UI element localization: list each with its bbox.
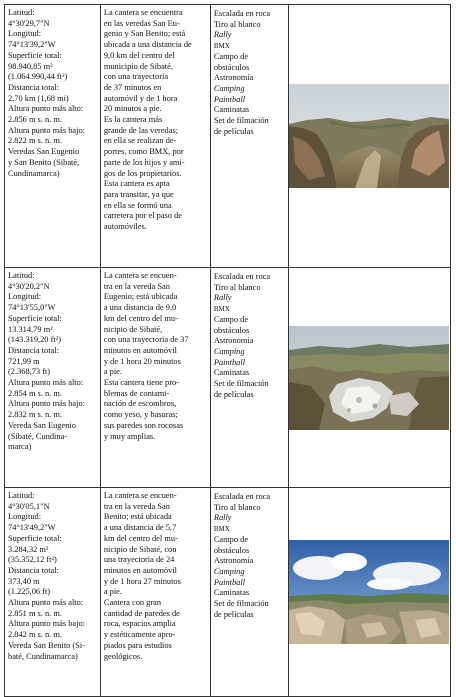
text-line: (143.319,20 ft²): [8, 335, 61, 345]
activity-item: BMX: [213, 42, 230, 51]
text-line: 2.842 m s. n. m.: [8, 630, 62, 640]
description-cell: [100, 268, 210, 488]
text-line: con una trayectoria de 37: [103, 335, 189, 345]
text-line: cantidad de paredes de: [103, 608, 180, 618]
activity-item: Astronomía: [213, 556, 254, 566]
text-line: geológicos.: [103, 651, 143, 661]
quarry-debris-photo: [289, 326, 449, 430]
text-line: 4°30'20,2"N: [8, 281, 50, 291]
text-line: Esta cantera es apta: [103, 179, 170, 189]
text-line: Esta cantera tiene pro-: [103, 378, 179, 388]
text-line: (2.368,73 ft): [8, 367, 51, 377]
text-line: municipio de Sibaté,: [103, 61, 173, 71]
quarry-rocks-photo: [289, 540, 449, 644]
text-line: a una distancia de 5,7: [103, 523, 177, 533]
text-line: 4°30'29,7"N: [8, 18, 50, 28]
text-line: de 37 minutos en: [103, 82, 162, 92]
location-cell: [5, 268, 101, 488]
activities-cell: [210, 268, 288, 488]
text-line: Distancia total:: [8, 565, 59, 575]
activity-item: Rally: [213, 293, 232, 303]
activity-item: BMX: [213, 305, 230, 314]
text-line: 74°13'39,2"W: [8, 40, 56, 50]
activity-item: Escalada en roca: [213, 492, 271, 501]
text-line: para transitar, ya que: [103, 189, 174, 199]
text-line: baté, Cundinamarca): [8, 651, 78, 661]
text-line: con una trayectoria: [103, 72, 169, 82]
text-line: carretera por el paso de: [103, 211, 182, 221]
text-line: automóviles.: [103, 222, 147, 232]
text-line: minutos en automóvil: [103, 565, 177, 575]
text-line: 2,70 km (1,68 mi): [8, 93, 69, 103]
activity-item: Paintball: [213, 357, 246, 367]
text-line: 2.832 m s. n. m.: [8, 410, 62, 420]
text-line: La cantera se encuen-: [103, 271, 177, 280]
text-line: Longitud:: [8, 292, 42, 302]
text-line: Vereda San Eugenio: [8, 420, 76, 430]
text-line: Vereda San Benito (Si-: [8, 640, 85, 650]
text-line: como yeso, y basuras;: [103, 410, 178, 420]
text-line: Altura punto más alto:: [8, 104, 84, 114]
activity-item: Escalada en roca: [213, 272, 271, 281]
text-line: genio y San Benito; está: [103, 29, 186, 39]
photo-cell: [288, 5, 450, 268]
text-line: y estéticamente apro-: [103, 630, 176, 640]
text-line: La cantera se encuentra: [103, 8, 183, 17]
text-line: km del centro del mu-: [103, 313, 178, 323]
activity-item: Tiro al blanco: [213, 19, 261, 29]
text-line: 2.854 m s. n. m.: [8, 388, 62, 398]
activity-item: Campo de: [213, 534, 249, 544]
description-cell: [100, 5, 210, 268]
text-line: marca): [8, 442, 32, 452]
activity-item: Rally: [213, 513, 232, 523]
activity-item: Escalada en roca: [213, 9, 271, 18]
location-cell: [5, 5, 101, 268]
text-line: Altura punto más bajo:: [8, 619, 85, 629]
activity-item: Astronomía: [213, 336, 254, 346]
activity-item: BMX: [213, 525, 230, 534]
text-line: y San Benito (Sibaté,: [8, 157, 80, 167]
text-line: 74°13'49,2"W: [8, 523, 56, 533]
activity-item: Set de filmación: [213, 116, 269, 126]
text-line: blemas de contami-: [103, 388, 170, 398]
text-line: a una distancia de 9,0: [103, 303, 177, 313]
text-line: tra en la vereda San: [103, 501, 170, 511]
activity-item: Paintball: [213, 94, 246, 104]
text-line: en ella se realizan de-: [103, 136, 177, 146]
text-line: Cundinamarca): [8, 168, 60, 178]
text-line: Longitud:: [8, 29, 42, 39]
quarry-table-page: [4, 4, 451, 687]
activity-item: Tiro al blanco: [213, 502, 261, 512]
text-line: (Sibaté, Cundina-: [8, 431, 68, 441]
activities-cell: [210, 5, 288, 268]
location-cell: [5, 488, 101, 697]
text-line: 2.856 m s. n. m.: [8, 115, 62, 125]
text-line: Latitud:: [8, 8, 35, 17]
activity-item: Caminatas: [213, 588, 250, 598]
activity-item: obstáculos: [213, 545, 250, 555]
text-line: 373,40 m: [8, 576, 40, 586]
text-line: Benito; está ubicada: [103, 512, 172, 522]
text-line: en ella se formó una: [103, 200, 172, 210]
photo-cell: [288, 268, 450, 488]
activity-item: de películas: [213, 609, 254, 619]
activity-item: Caminatas: [213, 368, 250, 378]
text-line: minutos en automóvil: [103, 345, 177, 355]
text-line: La cantera se encuen-: [103, 491, 177, 500]
quarry-table: [4, 4, 451, 697]
text-line: a pie.: [103, 367, 122, 377]
table-row: [5, 488, 451, 697]
text-line: Eugenio; está ubicada: [103, 292, 178, 302]
text-line: portes, como BMX, por: [103, 147, 184, 157]
activity-item: Tiro al blanco: [213, 282, 261, 292]
text-line: 2.851 m s. n. m.: [8, 608, 62, 618]
text-line: nicipio de Sibaté,: [103, 324, 163, 334]
text-line: nación de escombros,: [103, 399, 177, 409]
activity-item: Campo de: [213, 51, 249, 61]
text-line: parte de los hijos y ami-: [103, 157, 185, 167]
text-line: ubicada a una distancia de: [103, 40, 192, 50]
text-line: Distancia total:: [8, 82, 59, 92]
activity-item: Camping: [213, 346, 245, 356]
text-line: Altura punto más alto:: [8, 598, 84, 608]
text-line: km del centro del mu-: [103, 533, 178, 543]
text-line: Latitud:: [8, 491, 35, 500]
activity-item: de películas: [213, 126, 254, 136]
text-line: y muy amplias.: [103, 431, 156, 441]
text-line: 74°13'55,0"W: [8, 303, 56, 313]
text-line: a pie.: [103, 587, 122, 597]
text-line: roca, espacios amplia: [103, 619, 176, 629]
text-line: Cantera con gran: [103, 598, 162, 608]
text-line: 20 minutos a pie.: [103, 104, 162, 114]
text-line: y de 1 hora 27 minutos: [103, 576, 181, 586]
description-cell: [100, 488, 210, 697]
quarry-canyon-photo: [289, 84, 449, 188]
text-line: Altura punto más bajo:: [8, 125, 85, 135]
text-line: nicipio de Sibaté, con: [103, 544, 177, 554]
text-line: 9,0 km del centro del: [103, 50, 175, 60]
activity-item: obstáculos: [213, 325, 250, 335]
activity-item: Set de filmación: [213, 599, 269, 609]
text-line: 13.314,79 m²: [8, 324, 53, 334]
table-row: [5, 5, 451, 268]
text-line: 4°30'05,1"N: [8, 501, 50, 511]
text-line: y de 1 hora 20 minutos: [103, 356, 181, 366]
text-line: una trayectoria de 24: [103, 555, 175, 565]
text-line: 3.284,32 m²: [8, 544, 49, 554]
activity-item: de películas: [213, 389, 254, 399]
table-row: [5, 268, 451, 488]
activity-item: Camping: [213, 83, 245, 93]
text-line: Superficie total:: [8, 50, 62, 60]
text-line: 2.822 m s. n. m.: [8, 136, 62, 146]
text-line: Superficie total:: [8, 313, 62, 323]
activities-cell: [210, 488, 288, 697]
text-line: 721,99 m: [8, 356, 40, 366]
text-line: Distancia total:: [8, 345, 59, 355]
text-line: Veredas San Eugenio: [8, 147, 80, 157]
activity-item: Rally: [213, 30, 232, 40]
text-line: piados para estudios: [103, 640, 172, 650]
text-line: sus paredes son rocosas: [103, 420, 184, 430]
activity-item: Campo de: [213, 314, 249, 324]
text-line: Altura punto más alto:: [8, 378, 84, 388]
activity-item: Set de filmación: [213, 379, 269, 389]
text-line: automóvil y de 1 hora: [103, 93, 178, 103]
text-line: (35.352,12 ft²): [8, 555, 57, 565]
text-line: (1.225,06 ft): [8, 587, 51, 597]
text-line: Latitud:: [8, 271, 35, 280]
text-line: gos de los propietarios.: [103, 168, 182, 178]
photo-cell: [288, 488, 450, 697]
activity-item: Astronomía: [213, 73, 254, 83]
text-line: grande de las veredas;: [103, 125, 179, 135]
text-line: en las veredas San Eu-: [103, 18, 180, 28]
activity-item: Caminatas: [213, 105, 250, 115]
text-line: 98.940,85 m²: [8, 61, 53, 71]
text-line: Superficie total:: [8, 533, 62, 543]
text-line: Es la cantera más: [103, 115, 163, 125]
text-line: Longitud:: [8, 512, 42, 522]
activity-item: obstáculos: [213, 62, 250, 72]
activity-item: Camping: [213, 566, 245, 576]
text-line: (1.064.990,44 ft²): [8, 72, 68, 82]
text-line: Altura punto más bajo:: [8, 399, 85, 409]
activity-item: Paintball: [213, 577, 246, 587]
text-line: tra en la vereda San: [103, 281, 170, 291]
